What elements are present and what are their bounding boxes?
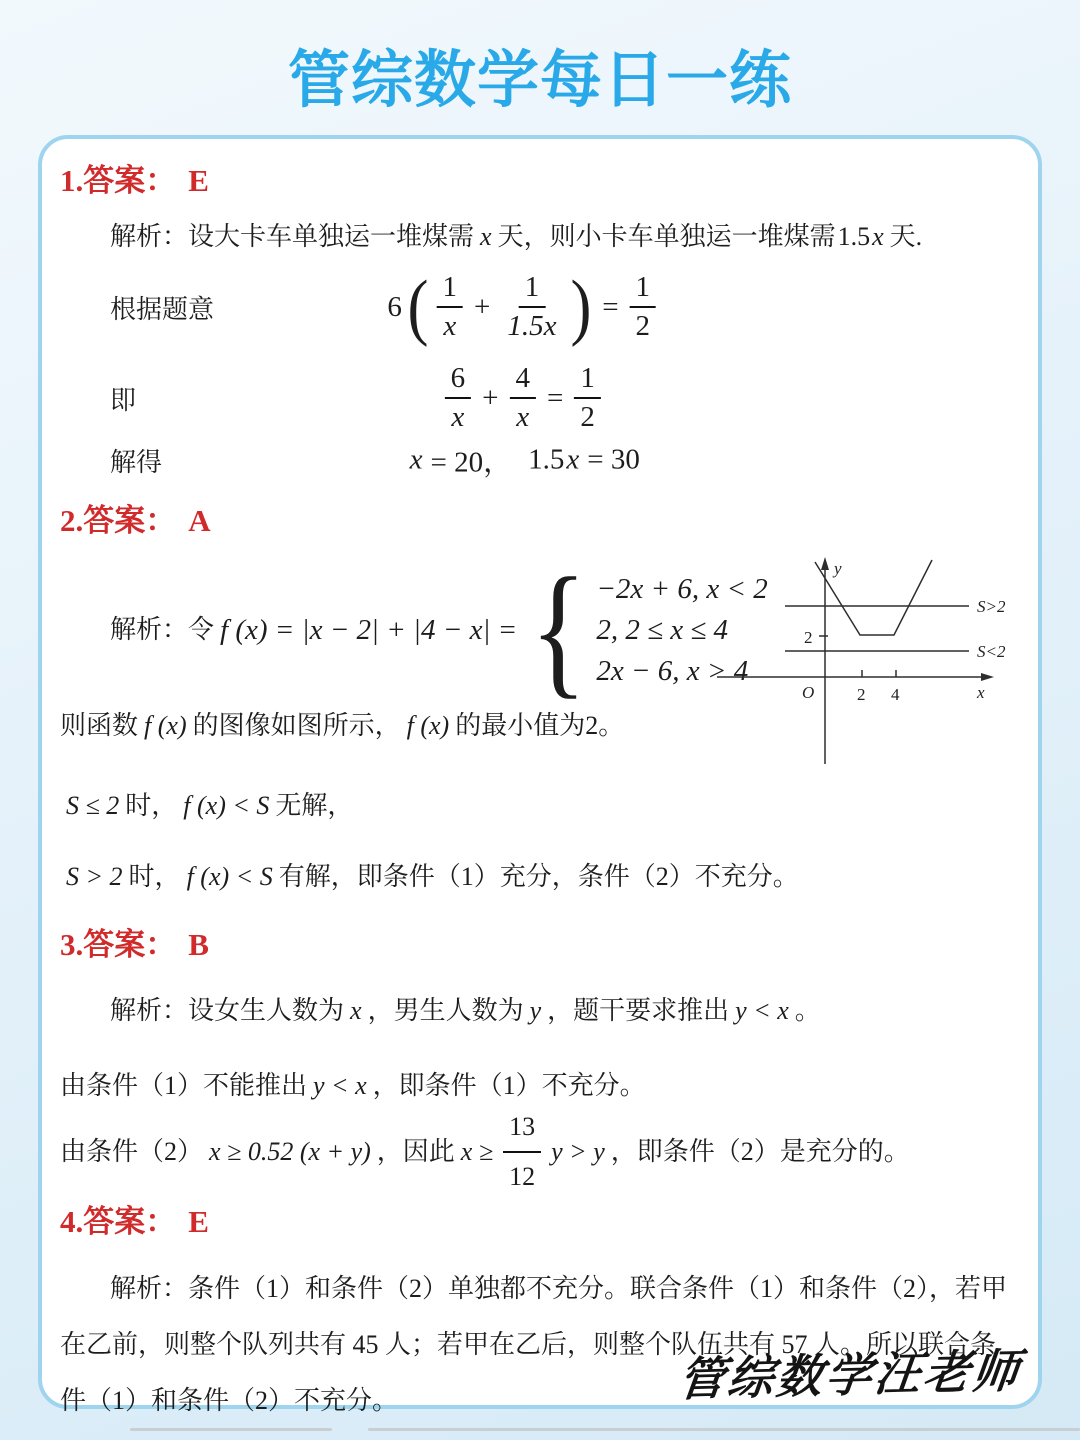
math-ineq: f (x) < S [186,862,273,891]
x-tick-label-4: 4 [891,685,900,704]
content-card [38,135,1042,1415]
text-run: 的最小值为2。 [455,711,625,740]
text-run: ，即条件（2）是充分的。 [610,1137,910,1166]
text-run: 条件（1）和条件（2）单独都不充分。联合条件（1）和条件（2），若甲在乙前，则整个队列共有 45 人；若甲在乙后，则整个队伍共有 57 人。所以联合条件（1）和条件（2）不充分。 [60,1274,1008,1415]
math-var: x [872,222,884,251]
math-var: x [566,443,580,476]
text-run: 无解， [275,791,354,820]
text-run: ，即条件（1）不充分。 [372,1071,646,1100]
text-run: 。 [794,996,821,1025]
jiexi-label: 解析： [110,996,189,1025]
function-curve [815,560,932,635]
text-run: 由条件（2） [60,1137,204,1166]
math-num: 1.5 [528,443,565,476]
math-ineq: y < x [735,996,789,1025]
equation-row [60,352,1024,444]
text-run: 时， [128,862,181,891]
equation-3 [404,440,642,481]
equation-1: 6 ( $\frac{1}{x}$ + $\frac{1}{1.5x}$ ) = $\frac{1}{2}$ [385,271,660,343]
text-run: 令 [188,615,215,644]
plus-sign: + [482,381,499,414]
watermark-signature: 管综数学汪老师 [675,1345,1025,1406]
plus-sign: + [474,290,491,323]
y-tick-label-2: 2 [804,628,813,647]
case-1: −2x + 6, x < 2 [596,572,768,605]
x-axis-label: x [977,683,985,702]
answer-heading-2 [60,495,1024,540]
answer-heading-4 [60,1196,1024,1241]
y-axis-arrow [821,557,829,570]
x-axis-arrow [981,673,994,681]
equation-label: 根据题意 [110,294,215,324]
solution-line [60,989,1024,1033]
solution-line [60,704,678,748]
jiexi-label: 解析： [110,222,189,251]
math-var: x [409,443,423,476]
coefficient: 6 [387,290,402,323]
math-fx: f (x) [406,711,450,740]
equation-row [60,257,1024,357]
math-fx: f (x) [144,711,187,740]
math-num: 1.5 [837,222,871,251]
solution-line [60,215,1024,259]
text-run: 的图像如图所示， [192,711,401,740]
math-ineq: y < x [313,1071,367,1100]
math-ineq: x ≥ [460,1137,494,1166]
origin-label: O [802,683,815,702]
equation-label: 解得 [110,447,163,477]
equals-sign: = [546,381,564,414]
problem-number: 2. [60,503,84,538]
y-axis-label: y [834,559,842,578]
text-run: 设女生人数为 [188,996,345,1025]
solution-line [60,855,1024,899]
problem-number: 4. [60,1204,84,1239]
bottom-divider-right [368,1428,1080,1431]
answer-label: 答案： [83,927,177,962]
s-greater-label: S>2 [977,597,1006,616]
answer-label: 答案： [83,1204,177,1239]
fraction: $\frac{1}{2}$ [630,271,657,343]
problem-number: 3. [60,927,84,962]
solution-line [60,1064,1024,1108]
text-run: 设大卡车单独运一堆煤需 [188,222,475,251]
text-run: ，题干要求推出 [547,996,730,1025]
problem-number: 1. [60,163,84,198]
fraction: $\frac{1}{2}$ [574,362,601,434]
solution-line [60,784,1024,828]
math-ineq: x ≥ 0.52 (x + y) [209,1137,371,1166]
jiexi-label: 解析： [110,615,189,644]
text-run: 则函数 [60,711,139,740]
equals-sign: = [602,290,619,323]
function-graph [697,544,1037,764]
math-var: x [480,222,492,251]
equation-label: 即 [110,385,137,415]
case-2: 2, 2 ≤ x ≤ 4 [596,613,729,646]
solution-line [60,1107,1024,1197]
math-num: = 30 [587,443,640,476]
math-var: x [350,996,362,1025]
answer-letter: E [188,163,209,198]
fraction: $\frac{13}{12}$ [503,1105,541,1199]
answer-letter: B [188,927,209,962]
fraction: $\frac{1}{1.5x}$ [507,271,557,342]
fraction: $\frac{4}{x}$ [509,362,536,434]
math-cond: S > 2 [66,862,123,891]
answer-heading-1 [60,155,1024,200]
math-cond: S ≤ 2 [66,791,120,820]
fraction: $\frac{1}{x}$ [437,271,464,343]
jiexi-label: 解析： [110,1274,189,1303]
text-run: 时， [125,791,178,820]
function-definition: f (x) = |x − 2| + |4 − x| = [220,613,518,646]
text-run: 由条件（1）不能推出 [60,1071,308,1100]
answer-letter: E [188,1204,209,1239]
answer-letter: A [188,503,211,538]
answer-label: 答案： [83,163,177,198]
page-title: 管综数学每日一练 [287,46,792,115]
math-num: = 20， [430,446,513,479]
text-run: ，因此 [376,1137,455,1166]
math-ineq: y > y [551,1137,605,1166]
bottom-divider-left [130,1428,332,1431]
case-3: 2x − 6, x > 4 [596,654,749,687]
text-run: 天，则小卡车单独运一堆煤需 [497,222,836,251]
text-run: 有解，即条件（1）充分，条件（2）不充分。 [278,862,799,891]
fraction: $\frac{6}{x}$ [445,362,472,434]
answer-heading-3 [60,919,1024,964]
text-run: ，男生人数为 [367,996,524,1025]
math-ineq: f (x) < S [183,791,270,820]
s-less-label: S<2 [977,642,1006,661]
case-brace: { [530,548,588,712]
equation-row [60,435,1024,485]
math-var: y [529,996,542,1025]
text-run: 天. [889,222,923,251]
answer-label: 答案： [83,503,177,538]
equation-2 [441,362,605,434]
x-tick-label-2: 2 [857,685,866,704]
